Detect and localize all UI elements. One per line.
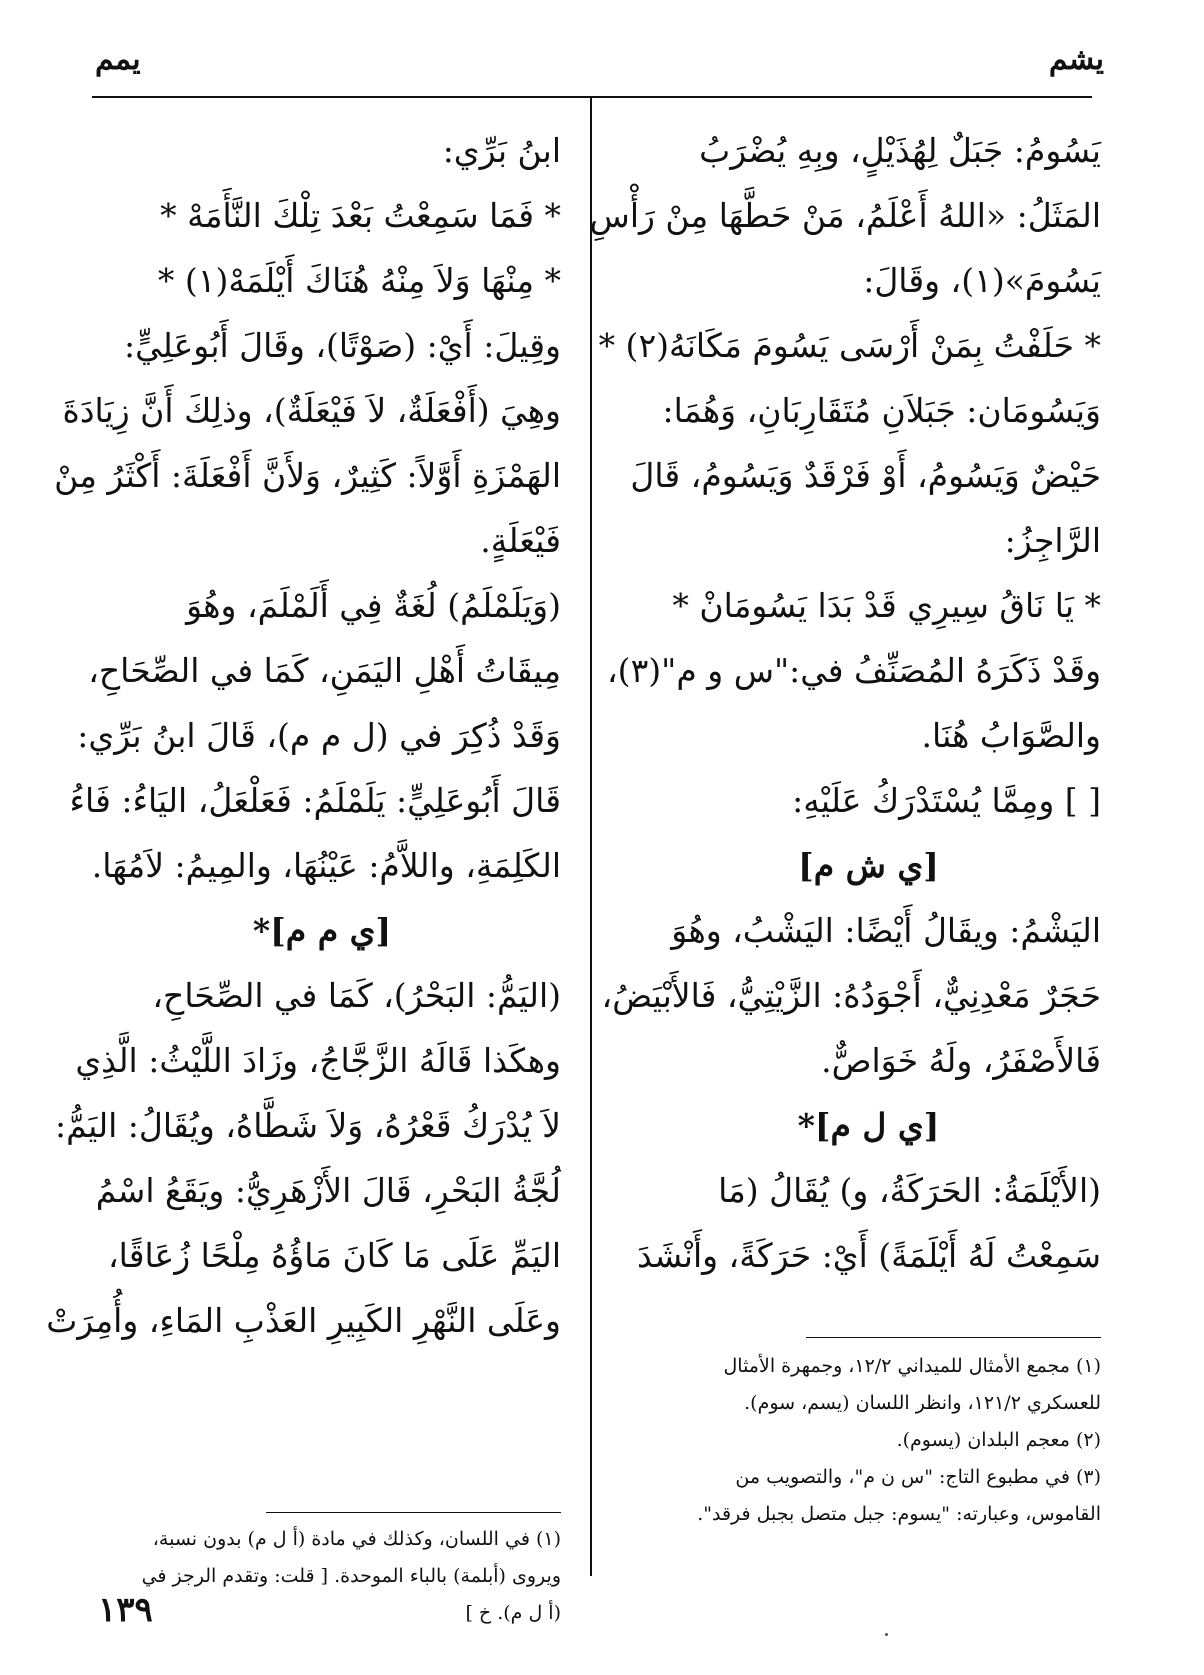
left-column [46, 118, 561, 1353]
header-rule [92, 96, 1092, 98]
text-line: وقِيلَ: أَيْ: (صَوْتًا)، وقَالَ أَبُوعَلِيٍّ: [124, 326, 561, 365]
text-line: (اليَمُّ: البَحْرُ)، كَمَا في الصِّحَاحِ، [152, 976, 561, 1015]
text-line: (وَيَلَمْلَمُ) لُغَةٌ فِي أَلَمْلَمَ، وهُوَ [186, 586, 561, 625]
footnote-line: (١) مجمع الأمثال للميداني ١٢/٢، وجمهرة الأمثال [723, 1355, 1101, 1377]
footnote-line: (١) في اللسان، وكذلك في مادة (أ ل م) بدون نسبة، [152, 1528, 561, 1550]
running-head-right: يشم [1048, 42, 1104, 77]
footnote-rule-left [266, 1512, 561, 1513]
verse-line: * حَلَفْتُ بِمَنْ أَرْسَى يَسُومَ مَكَانَهُ(٢) * [598, 326, 1101, 365]
footnote-line: (أ ل م). خ ] [465, 1602, 561, 1624]
footnotes-right [631, 1348, 1101, 1533]
text-line: يَسُومَ»(١)، وقَالَ: [863, 261, 1101, 300]
footnote-line: للعسكري ١٢١/٢، وانظر اللسان (يسم، سوم). [744, 1392, 1101, 1414]
text-line: وَقَدْ ذُكِرَ في (ل م م)، قَالَ ابنُ بَرِّي: [77, 716, 561, 755]
footnote-line: (٣) في مطبوع التاج: "س ن م"، والتصويب من [735, 1466, 1101, 1488]
text-line: حَيْضٌ وَيَسُومُ، أَوْ فَرْقَدٌ وَيَسُومُ، قَالَ [630, 456, 1101, 495]
text-line: وَيَسُومَان: جَبَلاَنِ مُتَقَارِبَانِ، وَهُمَا: [662, 391, 1101, 430]
footnote-rule-right [806, 1337, 1101, 1338]
entry-heading: [ي م م]* [252, 911, 392, 950]
page-number: ١٣٩ [98, 1590, 153, 1630]
text-line: ابنُ بَرِّي: [442, 131, 561, 170]
text-line: يَسُومُ: جَبَلٌ لِهُذَيْلٍ، وبِهِ يُضْرَبُ [699, 131, 1101, 170]
text-line: سَمِعْتُ لَهُ أَيْلَمَةً) أَيْ: حَرَكَةً، وأَنْشَدَ [637, 1236, 1101, 1275]
text-line: وهِيَ (أَفْعَلَةٌ، لاَ فَيْعَلَةٌ)، وذلِكَ أَنَّ زِيَادَةَ [62, 391, 561, 430]
text-line: وهكَذا قَالَهُ الزَّجَّاجُ، وزَادَ اللَّيْثُ: الَّذِي [75, 1041, 561, 1080]
entry-heading: [ي ل م]* [797, 1106, 940, 1145]
footnote-line: (٢) معجم البلدان (يسوم). [896, 1429, 1101, 1451]
text-line: [ ] ومِمَّا يُسْتَدْرَكُ عَلَيْهِ: [792, 781, 1101, 820]
text-line: حَجَرٌ مَعْدِنِيٌّ، أَجْوَدُهُ: الزَّيْتِيُّ، فَالأَبْيَضُ، [601, 976, 1101, 1015]
text-line: وقَدْ ذَكَرَهُ المُصَنِّفُ في:"س و م"(٣)، [607, 651, 1101, 690]
verse-line: * مِنْهَا وَلاَ مِنْهُ هُنَاكَ أَيْلَمَهْ(١) * [157, 261, 561, 300]
footnotes-left [91, 1521, 561, 1632]
text-line: (الأَيْلَمَةُ: الحَرَكَةُ، و) يُقَالُ (مَا [718, 1171, 1101, 1210]
text-line: اليَمِّ عَلَى مَا كَانَ مَاؤُهُ مِلْحًا زُعَاقًا، [107, 1236, 561, 1275]
text-line: لُجَّةُ البَحْرِ، قَالَ الأَزْهَرِيُّ: ويَقَعُ اسْمُ [95, 1171, 561, 1210]
text-line: الكَلِمَةِ، واللاَّمُ: عَيْنُهَا، والمِيمُ: لاَمُهَا. [91, 846, 561, 885]
verse-line: * يَا نَاقُ سِيرِي قَدْ بَدَا يَسُومَانْ * [672, 586, 1101, 625]
text-line: الرَّاجِزُ: [1004, 521, 1101, 560]
text-line: فَالأَصْفَرُ، ولَهُ خَوَاصٌّ. [821, 1041, 1101, 1080]
text-line: مِيقَاتُ أَهْلِ اليَمَنِ، كَمَا في الصِّحَاحِ، [88, 651, 561, 690]
text-line: فَيْعَلَةٍ. [480, 521, 561, 560]
text-line: قَالَ أَبُوعَلِيٍّ: يَلَمْلَمُ: فَعَلْعَلُ، اليَاءُ: فَاءُ [69, 781, 561, 820]
column-divider [590, 96, 592, 1576]
verse-line: * فَمَا سَمِعْتُ بَعْدَ تِلْكَ النَّأَمَهْ * [160, 196, 561, 235]
text-line: وعَلَى النَّهْرِ الكَبِيرِ العَذْبِ المَاءِ، وأُمِرَتْ [46, 1301, 561, 1340]
text-line: لاَ يُدْرَكُ قَعْرُهُ، وَلاَ شَطَّاهُ، ويُقَالُ: اليَمُّ: [55, 1106, 561, 1145]
text-line: الهَمْزَةِ أَوَّلاً: كَثِيرٌ، وَلأَنَّ أَفْعَلَةَ: أَكْثَرُ مِنْ [54, 456, 561, 495]
entry-heading: [ي ش م] [798, 846, 939, 885]
running-head-left: يمم [95, 42, 141, 77]
text-line: والصَّوَابُ هُنَا. [921, 716, 1101, 755]
scan-speck [885, 1633, 888, 1636]
text-line: اليَشْمُ: ويقَالُ أَيْضًا: اليَشْبُ، وهُوَ [671, 911, 1101, 950]
footnote-line: القاموس، وعبارته: "يسوم: جبل متصل بجبل فرقد". [697, 1503, 1101, 1525]
footnote-line: ويروى (أبلمة) بالباء الموحدة. [ قلت: وتقدم الرجز في [141, 1565, 561, 1587]
text-line: المَثَلُ: «اللهُ أَعْلَمُ، مَنْ حَطَّهَا مِنْ رَأْسِ [589, 196, 1101, 235]
right-column [589, 118, 1101, 1288]
